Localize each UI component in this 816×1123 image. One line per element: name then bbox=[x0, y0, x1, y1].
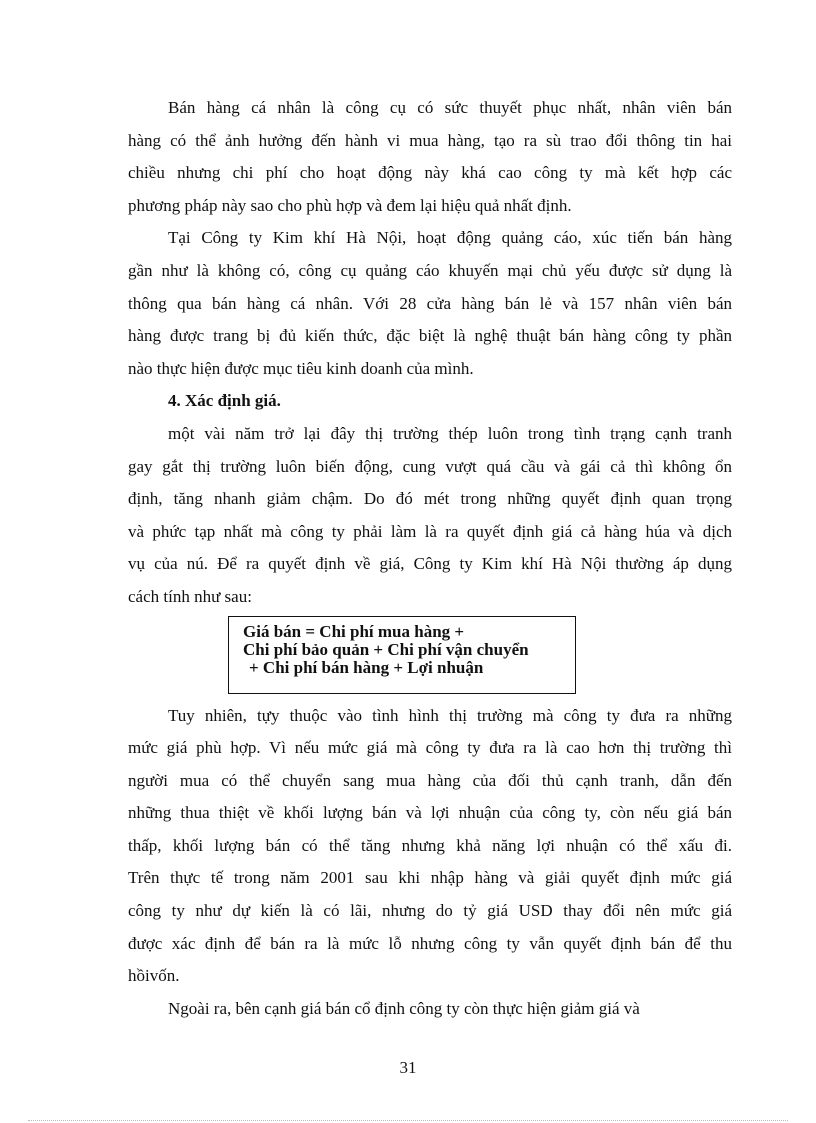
text-line: người mua có thể chuyển sang mua hàng của đối thủ cạnh tranh, dẫn đến bbox=[128, 770, 732, 790]
text-line: hàng có thể ảnh hưởng đến hành vi mua hàng, tạo ra sù trao đổi thông tin hai bbox=[128, 130, 732, 150]
section-heading: 4. Xác định giá. bbox=[168, 391, 281, 411]
text-line: vụ của nú. Để ra quyết định về giá, Công ty Kim khí Hà Nội thường áp dụng bbox=[128, 554, 732, 574]
formula-line: + Chi phí bán hàng + Lợi nhuận bbox=[249, 657, 484, 677]
text-line: phương pháp này sao cho phù hợp và đem lại hiệu quả nhất định. bbox=[128, 195, 572, 215]
paragraph-pricing-market bbox=[128, 418, 732, 614]
paragraph-company-promotion bbox=[128, 222, 732, 385]
text-line: Ngoài ra, bên cạnh giá bán cổ định công ty còn thực hiện giảm giá và bbox=[168, 998, 640, 1018]
body-text bbox=[128, 92, 732, 1025]
text-line: Tại Công ty Kim khí Hà Nội, hoạt động quảng cáo, xúc tiến bán hàng bbox=[168, 228, 732, 248]
text-line: được xác định để bán ra là mức lỗ nhưng công ty vẫn quyết định bán để thu bbox=[128, 933, 732, 953]
page-bottom-divider bbox=[28, 1120, 788, 1121]
formula-line: Chi phí bảo quản + Chi phí vận chuyển bbox=[243, 639, 529, 659]
text-line: một vài năm trở lại đây thị trường thép luôn trong tình trạng cạnh tranh bbox=[168, 423, 732, 443]
text-line: gay gắt thị trường luôn biến động, cung vượt quá cầu và gái cả thì không ổn bbox=[128, 456, 732, 476]
text-line: chiều nhưng chi phí cho hoạt động này khá cao công ty mà kết hợp các bbox=[128, 163, 732, 183]
text-line: nào thực hiện được mục tiêu kinh doanh của mình. bbox=[128, 358, 474, 378]
page-number: 31 bbox=[399, 1058, 417, 1077]
text-line: Tuy nhiên, tựy thuộc vào tình hình thị trường mà công ty đưa ra những bbox=[168, 705, 732, 725]
text-line: và phức tạp nhất mà công ty phải làm là ra quyết định giá cả hàng húa và dịch bbox=[128, 521, 732, 541]
price-formula-box bbox=[228, 616, 576, 694]
text-line: thấp, khối lượng bán có thể tăng nhưng khả năng lợi nhuận có thể xấu đi. bbox=[128, 835, 732, 855]
text-line: hàng được trang bị đủ kiến thức, đặc biệt là nghệ thuật bán hàng công ty phần bbox=[128, 326, 732, 346]
text-line: hồivốn. bbox=[128, 966, 180, 986]
text-line: định, tăng nhanh giảm chậm. Do đó mét trong những quyết định quan trọng bbox=[128, 489, 732, 509]
paragraph-discounts bbox=[128, 993, 732, 1026]
text-line: Trên thực tế trong năm 2001 sau khi nhập hàng và giải quyết định mức giá bbox=[128, 868, 732, 888]
text-line: công ty như dự kiến là có lãi, nhưng do tỷ giá USD thay đổi nên mức giá bbox=[128, 901, 732, 921]
text-line: thông qua bán hàng cá nhân. Với 28 cửa hàng bán lẻ và 157 nhân viên bán bbox=[128, 293, 732, 313]
text-line: Bán hàng cá nhân là công cụ có sức thuyết phục nhất, nhân viên bán bbox=[168, 98, 732, 117]
formula-line: Giá bán = Chi phí mua hàng + bbox=[243, 621, 465, 641]
paragraph-personal-selling bbox=[128, 92, 732, 222]
text-line: gần như là không có, công cụ quảng cáo khuyến mại chủ yếu được sử dụng là bbox=[128, 260, 732, 280]
text-line: những thua thiệt về khối lượng bán và lợi nhuận của công ty, còn nếu giá bán bbox=[128, 803, 732, 823]
text-line: cách tính như sau: bbox=[128, 586, 252, 606]
paragraph-pricing-strategy bbox=[128, 700, 732, 993]
text-line: mức giá phù hợp. Vì nếu mức giá mà công ty đưa ra là cao hơn thị trường thì bbox=[128, 738, 732, 758]
